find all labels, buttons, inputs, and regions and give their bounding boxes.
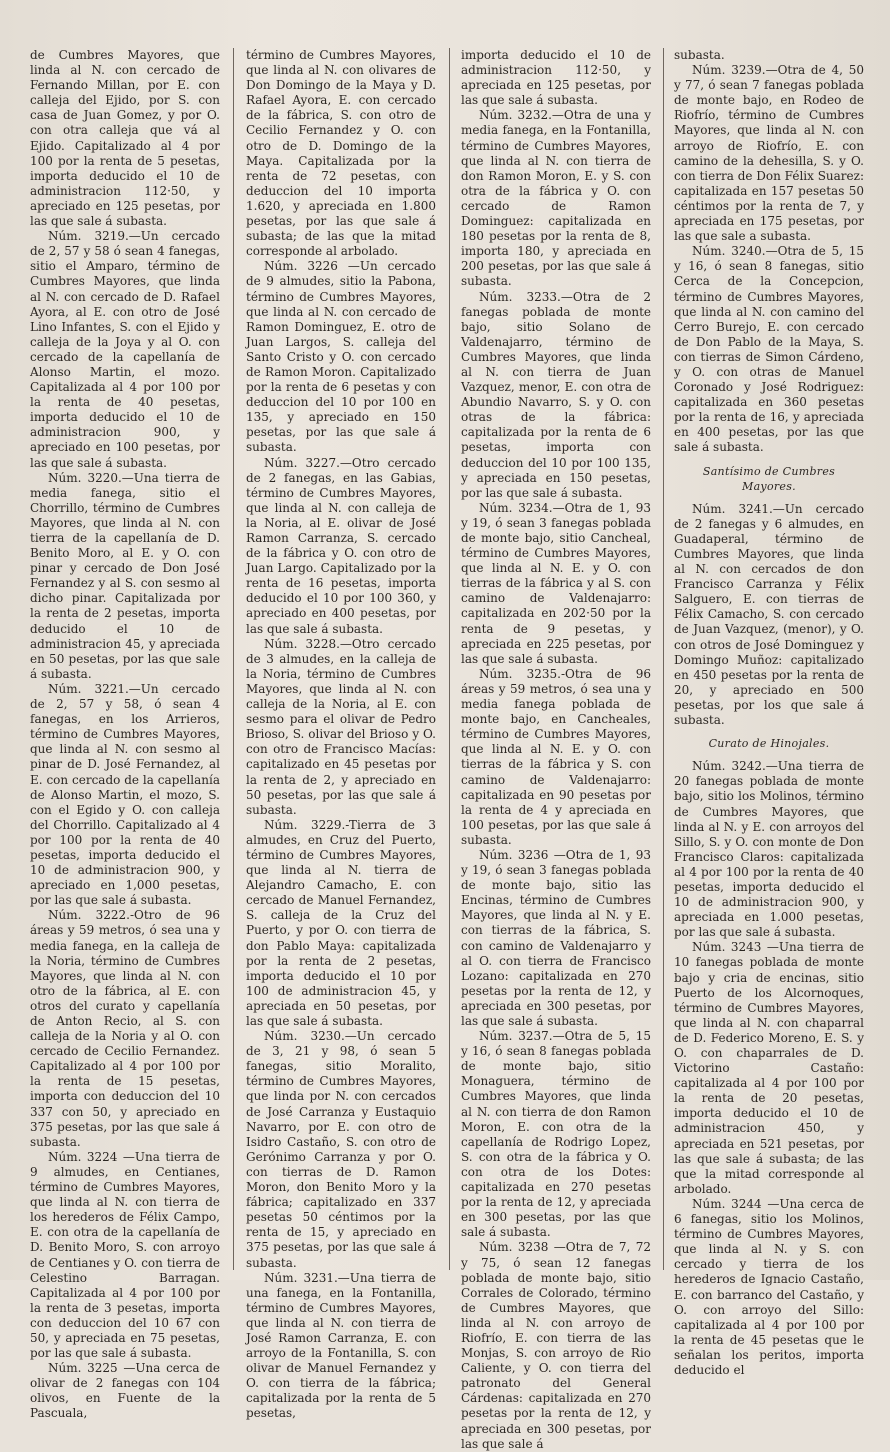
section-heading: Curato de Hinojales. (708, 737, 830, 751)
text-column-4 (674, 48, 865, 1377)
text-column-2 (246, 48, 436, 1421)
paragraph: Núm. 3241.—Un cercado de 2 fanegas y 6 almudes, en Guadaperal, término de Cumbres Mayores, que linda al N. con cercados de don Francisco Carranza y Félix Salguero, E. con tierras de Félix Camacho, S. con cercado de Juan Vazquez, (menor), y O. con otros de José Dominguez y Domingo Muñoz: capitalizado en 450 pesetas por la renta de 20, y apreciado en 500 pesetas, por los que sale á subasta. (674, 501, 864, 728)
paragraph: Núm. 3239.—Otra de 4, 50 y 77, ó sean 7 fanegas poblada de monte bajo, en Rodeo de Riofrío, término de Cumbres Mayores, que linda al N. con arroyo de Riofrío, E. con camino de la dehesilla, S. y O. con tierra de Don Félix Suarez: capitalizada en 157 pesetas 50 céntimos por la renta de 7, y apreciada en 175 pesetas, por las que sale a subasta. (674, 63, 865, 244)
paragraph: Núm. 3237.—Otra de 5, 15 y 16, ó sean 8 fanegas poblada de monte bajo, sitio Monaguera, término de Cumbres Mayores, que linda al N. con tierra de don Ramon Moron, E. con otra de la capellanía de Rodrigo Lopez, S. con otra de la fábrica y O. con otra de los Dotes: capitalizada en 270 pesetas por la renta de 12, y apreciada en 300 pesetas, por las que sale á subasta. (461, 1029, 651, 1240)
paragraph: Núm. 3220.—Una tierra de media fanega, sitio el Chorrillo, término de Cumbres Mayores, que linda al N. con tierra de la capellanía de D. Benito Moro, al E. y O. con pinar y cercado de Don José Fernandez y al S. con sesmo al dicho pinar. Capitalizada por la renta de 2 pesetas, importa deducido el 10 de administracion 45, y apreciada en 50 pesetas, por las que sale á subasta. (30, 470, 220, 681)
paragraph: Núm. 3243 —Una tierra de 10 fanegas poblada de monte bajo y cria de encinas, sitio Puerto de los Alcornoques, término de Cumbres Mayores, que linda al N. con chaparral de D. Federico Moreno, E. S. y O. con chaparrales de D. Victorino Castaño: capitalizada al 4 por 100 por la renta de 20 pesetas, importa deducido el 10 de administracion 450, y apreciada en 521 pesetas, por las que sale á subasta; de las que la mitad corresponde al arbolado. (674, 940, 864, 1196)
paragraph: Núm. 3221.—Un cercado de 2, 57 y 58, ó sean 4 fanegas, en los Arrieros, término de Cumbres Mayores, que linda al N. con sesmo al pinar de D. José Fernandez, al E. con cercado de la capellanía de Alonso Martin, el mozo, S. con el Egido y O. con calleja del Chorrillo. Capitalizado al 4 por 100 por la renta de 40 pesetas, importa deducido el 10 de administracion 900, y apreciado en 1,000 pesetas, por las que sale á subasta. (30, 681, 220, 908)
paragraph: Núm. 3224 —Una tierra de 9 almudes, en Centianes, término de Cumbres Mayores, que linda al N. con tierra de los herederos de Félix Campo, E. con otra de la capellanía de D. Benito Moro, S. con arroyo de Centianes y O. con tierra de Celestino Barragan. Capitalizada al 4 por 100 por la renta de 3 pesetas, importa con deduccion del 10 67 con 50, y apreciada en 75 pesetas, por las que sale á subasta. (30, 1149, 220, 1361)
paragraph: Núm. 3236 —Otra de 1, 93 y 19, ó sean 3 fanegas poblada de monte bajo, sitio las Encinas, término de Cumbres Mayores, que linda al N. y E. con tierras de la fábrica, S. con camino de Valdenajarro y al O. con tierra de Francisco Lozano: capitalizada en 270 pesetas por la renta de 12, y apreciada en 300 pesetas, por las que sale á subasta. (461, 847, 651, 1028)
section-heading: Santísimo de Cumbres Mayores. (702, 464, 836, 493)
paragraph: de Cumbres Mayores, que linda al N. con cercado de Fernando Millan, por E. con calleja del Ejido, por S. con casa de Juan Gomez, y por O. con otra calleja que vá al Ejido. Capitalizado al 4 por 100 por la renta de 5 pesetas, importa deducido el 10 de administracion 112·50, y apreciado en 125 pesetas, por las que sale á subasta. (30, 48, 220, 229)
paragraph: Núm. 3225 —Una cerca de olivar de 2 fanegas con 104 olivos, en Fuente de la Pascuala, (30, 1361, 220, 1421)
paragraph: Núm. 3232.—Otra de una y media fanega, en la Fontanilla, término de Cumbres Mayores, que linda al N. con tierra de don Ramon Moron, E. y S. con otra de la fábrica y O. con cercado de Ramon Dominguez: capitalizada en 180 pesetas por la renta de 8, importa 180, y apreciada en 200 pesetas, por las que sale á subasta. (461, 108, 651, 289)
paragraph: Núm. 3234.—Otra de 1, 93 y 19, ó sean 3 fanegas poblada de monte bajo, sitio Cancheal, término de Cumbres Mayores, que linda al N. E. y O. con tierras de la fábrica y al S. con camino de Valdenajarro: capitalizada en 202·50 por la renta de 9 pesetas, y apreciada en 225 pesetas, por las que sale á subasta. (461, 500, 651, 666)
paragraph: subasta. (674, 48, 725, 62)
column-rule (233, 48, 234, 1270)
paragraph: Núm. 3240.—Otra de 5, 15 y 16, ó sean 8 fanegas, sitio Cerca de la Concepcion, término de Cumbres Mayores, que linda al N. con camino del Cerro Burejo, E. con cercado de Don Pablo de la Maya, S. con tierras de Simon Cárdeno, y O. con otras de Manuel Coronado y José Rodriguez: capitalizada en 360 pesetas por la renta de 16, y apreciada en 400 pesetas, por las que sale á subasta. (674, 244, 864, 455)
paragraph: Núm. 3231.—Una tierra de una fanega, en la Fontanilla, término de Cumbres Mayores, que linda al N. con tierra de José Ramon Carranza, E. con arroyo de la Fontanilla, S. con olivar de Manuel Fernandez y O. con tierra de la fábrica; capitalizada por la renta de 5 pesetas, (246, 1270, 436, 1421)
paragraph: Núm. 3228.—Otro cercado de 3 almudes, en la calleja de la Noria, término de Cumbres Mayores, que linda al N. con calleja de la Noria, al E. con sesmo para el olivar de Pedro Brioso, S. olivar del Brioso y O. con otro de Francisco Macías: capitalizado en 45 pesetas por la renta de 2, y apreciado en 50 pesetas, por las que sale á subasta. (246, 636, 436, 817)
text-column-1 (30, 48, 220, 1421)
paragraph: Núm. 3227.—Otro cercado de 2 fanegas, en las Gabias, término de Cumbres Mayores, que linda al N. con calleja de la Noria, al E. olivar de José Ramon Carranza, S. cercado de la fábrica y O. con otro de Juan Largo. Capitalizado por la renta de 16 pesetas, importa deducido el 10 por 100 360, y apreciado en 400 pesetas, por las que sale á subasta. (246, 455, 436, 636)
text-column-3 (461, 48, 651, 1451)
paragraph: Núm. 3235.-Otra de 96 áreas y 59 metros, ó sea una y media fanega poblada de monte bajo, en Cancheales, término de Cumbres Mayores, que linda al N. E. y O. con tierras de la fábrica y S. con camino de Valdenajarro: capitalizada en 90 pesetas por la renta de 4 y apreciada en 100 pesetas, por las que sale á subasta. (461, 666, 651, 847)
paragraph: Núm. 3226 —Un cercado de 9 almudes, sitio la Pabona, término de Cumbres Mayores, que linda al N. con cercado de Ramon Dominguez, E. otro de Juan Largos, S. calleja del Santo Cristo y O. con cercado de Ramon Moron. Capitalizado por la renta de 6 pesetas y con deduccion del 10 por 100 en 135, y apreciado en 150 pesetas, por las que sale á subasta. (246, 259, 436, 455)
paragraph: Núm. 3230.—Un cercado de 3, 21 y 98, ó sean 5 fanegas, sitio Moralito, término de Cumbres Mayores, que linda por N. con cercados de José Carranza y Eustaquio Navarro, por E. con otro de Isidro Castaño, S. con otro de Gerónimo Carranza y por O. con tierras de D. Ramon Moron, don Benito Moro y la fábrica; capitalizado en 337 pesetas 50 céntimos por la renta de 15, y apreciado en 375 pesetas, por las que sale á subasta. (246, 1029, 436, 1270)
paragraph: Núm. 3219.—Un cercado de 2, 57 y 58 ó sean 4 fanegas, sitio el Amparo, término de Cumbres Mayores, que linda al N. con cercado de D. Rafael Ayora, al E. con otro de José Lino Infantes, S. con el Ejido y calleja de la Joya y al O. con cercado de la capellanía de Alonso Martin, el mozo. Capitalizada al 4 por 100 por la renta de 40 pesetas, importa deducido el 10 de administracion 900, y apreciado en 100 pesetas, por las que sale á subasta. (30, 229, 220, 470)
paragraph: Núm. 3229.-Tierra de 3 almudes, en Cruz del Puerto, término de Cumbres Mayores, que linda al N. tierra de Alejandro Camacho, E. con cercado de Manuel Fernandez, S. calleja de la Cruz del Puerto, y por O. con tierra de don Pablo Maya: capitalizada por la renta de 2 pesetas, importa deducido el 10 por 100 de administracion 45, y apreciada en 50 pesetas, por las que sale á subasta. (246, 817, 436, 1028)
paragraph: importa deducido el 10 de administracion 112·50, y apreciada en 125 pesetas, por las que sale á subasta. (461, 48, 651, 108)
column-rule (663, 48, 664, 1270)
column-rule (449, 48, 450, 1270)
paragraph: Núm. 3244 —Una cerca de 6 fanegas, sitio los Molinos, término de Cumbres Mayores, que linda al N. y S. con cercado y tierra de los herederos de Ignacio Castaño, E. con barranco del Castaño, y O. con arroyo del Sillo: capitalizada al 4 por 100 por la renta de 45 pesetas que le señalan los peritos, importa deducido el (674, 1196, 864, 1377)
paragraph: Núm. 3233.—Otra de 2 fanegas poblada de monte bajo, sitio Solano de Valdenajarro, término de Cumbres Mayores, que linda al N. con tierra de Juan Vazquez, menor, E. con otra de Abundio Navarro, S. y O. con otras de la fábrica: capitalizada por la renta de 6 pesetas, importa con deduccion del 10 por 100 135, y apreciada en 150 pesetas, por las que sale á subasta. (461, 289, 651, 500)
paragraph: Núm. 3238 —Otra de 7, 72 y 75, ó sean 12 fanegas poblada de monte bajo, sitio Corrales de Colorado, término de Cumbres Mayores, que linda al N. con arroyo de Riofrío, E. con tierra de las Monjas, S. con arroyo de Rio Caliente, y O. con tierra del patronato del General Cárdenas: capitalizada en 270 pesetas por la renta de 12, y apreciada en 300 pesetas, por las que sale á (461, 1240, 651, 1451)
paragraph: término de Cumbres Mayores, que linda al N. con olivares de Don Domingo de la Maya y D. Rafael Ayora, E. con cercado de la fábrica, S. con otro de Cecilio Fernandez y O. con otro de D. Domingo de la Maya. Capitalizada por la renta de 72 pesetas, con deduccion del 10 importa 1.620, y apreciada en 1.800 pesetas, por las que sale á subasta; de las que la mitad corresponde al arbolado. (246, 48, 436, 259)
paragraph: Núm. 3242.—Una tierra de 20 fanegas poblada de monte bajo, sitio los Molinos, término de Cumbres Mayores, que linda al N. y E. con arroyos del Sillo, S. y O. con monte de Don Francisco Claros: capitalizada al 4 por 100 por la renta de 40 pesetas, importa deducido el 10 de administracion 900, y apreciada en 1.000 pesetas, por las que sale á subasta. (674, 759, 864, 940)
paragraph: Núm. 3222.-Otro de 96 áreas y 59 metros, ó sea una y media fanega, en la calleja de la Noria, término de Cumbres Mayores, que linda al N. con otro de la fábrica, al E. con otros del curato y capellanía de Anton Recio, al S. con calleja de la Noria y al O. con cercado de Cecilio Fernandez. Capitalizado al 4 por 100 por la renta de 15 pesetas, importa con deduccion del 10 337 con 50, y apreciado en 375 pesetas, por las que sale á subasta. (30, 908, 220, 1149)
